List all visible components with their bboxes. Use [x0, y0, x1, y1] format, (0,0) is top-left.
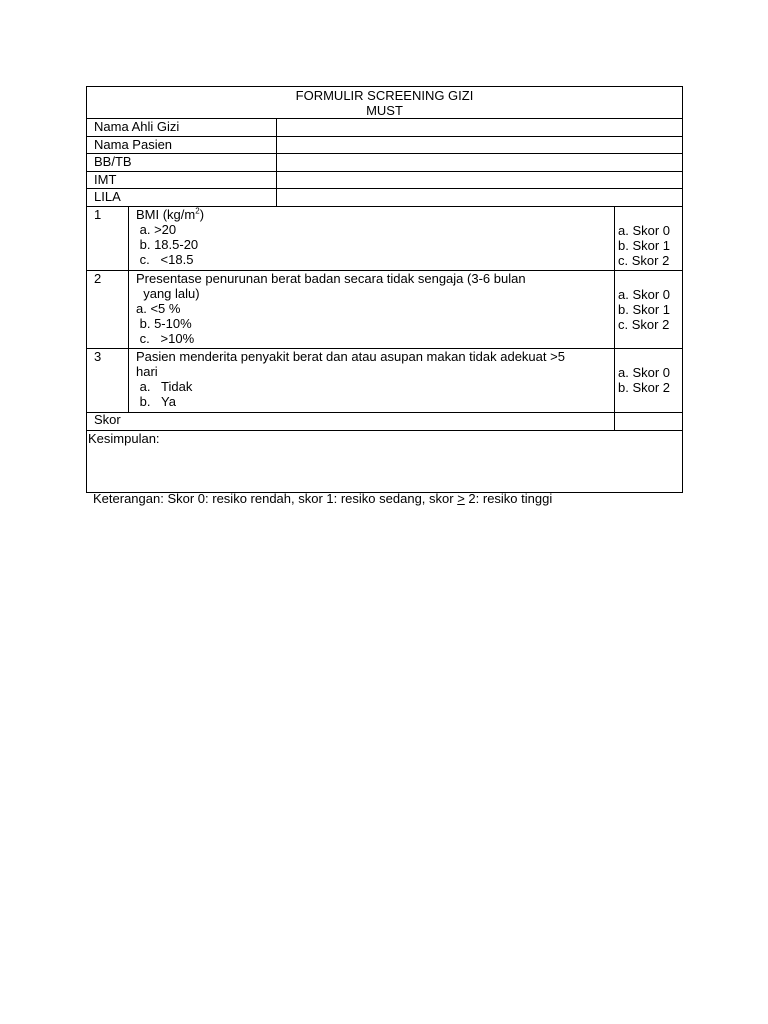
field-value-imt[interactable] — [277, 172, 682, 189]
score-b: b. Skor 2 — [618, 380, 671, 395]
option-a[interactable]: a. >20 — [136, 221, 177, 237]
field-value-bb-tb[interactable] — [277, 154, 682, 171]
score-a: a. Skor 0 — [618, 286, 671, 302]
skor-value[interactable] — [615, 413, 682, 430]
field-value-nama-ahli-gizi[interactable] — [277, 119, 682, 136]
question-body — [129, 271, 615, 348]
score-column — [615, 349, 682, 412]
note-symbol: > — [457, 491, 465, 506]
form-title-line2: MUST — [366, 103, 403, 118]
field-row-nama-ahli-gizi — [87, 119, 682, 137]
option-b[interactable]: b. 18.5-20 — [136, 236, 199, 252]
field-row-nama-pasien — [87, 137, 682, 155]
field-label: BB/TB — [87, 154, 277, 171]
kesimpulan-label: Kesimpulan: — [88, 430, 160, 446]
score-c: c. Skor 2 — [618, 316, 670, 332]
question-text-line1: Pasien menderita penyakit berat dan atau asupan makan tidak adekuat >5 — [136, 348, 565, 364]
score-column — [615, 207, 682, 270]
note-prefix: Keterangan: Skor 0: resiko rendah, skor 1: resiko sedang, skor — [93, 491, 458, 506]
option-a[interactable]: a. <5 % — [136, 300, 181, 316]
field-row-imt — [87, 172, 682, 190]
score-c: c. Skor 2 — [618, 252, 670, 268]
question-text-line2: hari — [136, 363, 158, 379]
score-b: b. Skor 1 — [618, 301, 671, 317]
field-row-bb-tb — [87, 154, 682, 172]
question-text-line1: Presentase penurunan berat badan secara tidak sengaja (3-6 bulan — [136, 270, 526, 286]
score-a: a. Skor 0 — [618, 222, 671, 238]
question-row-1 — [87, 207, 682, 271]
option-b[interactable]: b. Ya — [136, 393, 176, 409]
question-row-2 — [87, 271, 682, 349]
field-value-nama-pasien[interactable] — [277, 137, 682, 154]
option-c[interactable]: c. >10% — [136, 330, 195, 346]
field-value-lila[interactable] — [277, 189, 682, 206]
field-label: IMT — [87, 172, 277, 189]
option-c[interactable]: c. <18.5 — [136, 251, 194, 267]
field-row-lila — [87, 189, 682, 207]
question-body — [129, 349, 615, 412]
question-number: 3 — [87, 349, 129, 412]
skor-row — [87, 413, 682, 431]
question-number: 2 — [87, 271, 129, 348]
form-title — [87, 87, 682, 119]
score-a: a. Skor 0 — [618, 365, 671, 380]
skor-label: Skor — [87, 413, 615, 430]
question-number: 1 — [87, 207, 129, 270]
keterangan-note — [93, 491, 552, 506]
note-suffix: 2: resiko tinggi — [464, 491, 553, 506]
option-a[interactable]: a. Tidak — [136, 378, 193, 394]
field-label: Nama Ahli Gizi — [87, 119, 277, 136]
question-text: BMI $(kg/m^2)$ — [136, 206, 205, 222]
form-title-line1: FORMULIR SCREENING GIZI — [295, 88, 474, 103]
option-b[interactable]: b. 5-10% — [136, 315, 192, 331]
field-label: LILA — [87, 189, 277, 206]
question-row-3 — [87, 349, 682, 413]
field-label: Nama Pasien — [87, 137, 277, 154]
score-column — [615, 271, 682, 348]
score-b: b. Skor 1 — [618, 237, 671, 253]
question-text-line2: yang lalu) — [136, 285, 200, 301]
kesimpulan-field[interactable] — [87, 431, 682, 492]
screening-form — [86, 86, 683, 493]
question-body — [129, 207, 615, 270]
